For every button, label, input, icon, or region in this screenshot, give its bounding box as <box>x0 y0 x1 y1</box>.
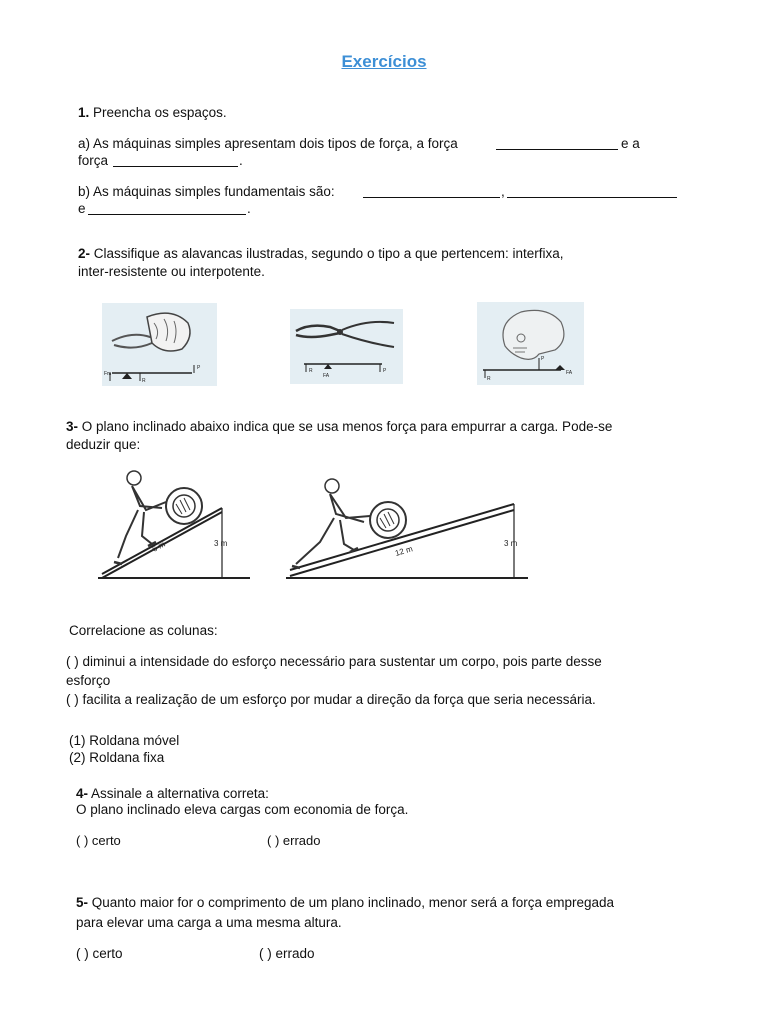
correl-option-2: (2) Roldana fixa <box>69 750 165 765</box>
pliers-hand-drawing <box>102 303 217 386</box>
ramp-1-length-label: 6 m <box>150 539 167 554</box>
q1a-line1 <box>78 135 458 152</box>
lever-figure-1 <box>102 303 217 386</box>
q5-option-certo[interactable]: ( ) certo <box>76 946 123 961</box>
q4-statement: O plano inclinado eleva cargas com economia de força. <box>76 802 409 817</box>
page-title: Exercícios <box>341 52 427 71</box>
lever-figure-2 <box>290 309 403 384</box>
q5-number: 5- <box>76 895 89 910</box>
fig2-label-fa: FA <box>323 373 330 379</box>
q1b-blank-1[interactable] <box>363 197 500 198</box>
q1b-line1 <box>78 183 335 200</box>
correl-heading: Correlacione as colunas: <box>69 623 218 638</box>
q1a-line2: força <box>78 153 109 168</box>
fig1-label-r: R <box>142 378 146 384</box>
q1b-comma: , <box>501 184 505 199</box>
q5-option-errado[interactable]: ( ) errado <box>259 946 315 961</box>
q3-number: 3- <box>66 419 79 434</box>
q2-line1 <box>78 245 564 262</box>
q1a-label: a) <box>78 136 91 151</box>
skull-drawing <box>477 302 584 385</box>
q5-text: Quanto maior for o comprimento de um plano inclinado, menor será a força empregada <box>91 895 615 910</box>
fig1-label-p: P <box>197 365 201 371</box>
ramp-2-length-label: 12 m <box>394 544 414 558</box>
q4-prompt-text: Assinale a alternativa correta: <box>91 786 269 801</box>
q1a-period: . <box>239 153 243 168</box>
q1b-label: b) <box>78 184 91 199</box>
correl-item-1-line1: ( ) diminui a intensidade do esforço necessário para sustentar um corpo, pois parte desse <box>66 654 602 669</box>
q2-line2: inter-resistente ou interpotente. <box>78 264 265 279</box>
q1-prompt <box>78 104 227 121</box>
correl-item-2: ( ) facilita a realização de um esforço por mudar a direção da força que seria necessária. <box>66 692 596 707</box>
ramp-2-height-label: 3 m <box>504 539 518 548</box>
fig2-label-p: P <box>383 368 387 374</box>
pliers-drawing <box>290 309 403 384</box>
q1a-text: As máquinas simples apresentam dois tipos de força, a força <box>93 136 458 151</box>
ramp-1-drawing <box>92 466 252 584</box>
q1a-blank-2[interactable] <box>113 166 238 167</box>
q4-option-certo[interactable]: ( ) certo <box>76 833 121 848</box>
correl-item-1-line2: esforço <box>66 673 111 688</box>
ramp-figure-2 <box>284 466 530 584</box>
lever-figure-3 <box>477 302 584 385</box>
q1b-blank-2[interactable] <box>507 197 677 198</box>
q5-line2: para elevar uma carga a uma mesma altura. <box>76 915 342 930</box>
ramp-2-drawing <box>284 466 530 584</box>
fig3-label-r: R <box>487 376 491 382</box>
correl-option-1: (1) Roldana móvel <box>69 733 180 748</box>
q4-option-errado[interactable]: ( ) errado <box>267 833 321 848</box>
q3-line1 <box>66 418 612 435</box>
ramp-figure-1 <box>92 466 252 584</box>
q1b-line2: e <box>78 201 86 216</box>
q1a-line1-end: e a <box>621 136 640 151</box>
q1b-text: As máquinas simples fundamentais são: <box>93 184 335 199</box>
q1-number: 1. <box>78 105 90 120</box>
q1a-blank-1[interactable] <box>496 149 618 150</box>
q1b-blank-3[interactable] <box>88 214 246 215</box>
q3-text: O plano inclinado abaixo indica que se usa menos força para empurrar a carga. Pode-se <box>81 419 613 434</box>
fig2-label-r: R <box>309 368 313 374</box>
fig3-label-p: P <box>541 356 545 362</box>
ramp-1-height-label: 3 m <box>214 539 228 548</box>
q5-line1 <box>76 894 614 911</box>
q4-prompt <box>76 785 269 802</box>
q1-prompt-text: Preencha os espaços. <box>93 105 227 120</box>
q2-text: Classifique as alavancas ilustradas, segundo o tipo a que pertencem: interfixa, <box>93 246 564 261</box>
fig1-label-fm: Fm <box>104 371 112 377</box>
q1b-period: . <box>247 201 251 216</box>
q4-number: 4- <box>76 786 89 801</box>
q3-line2: deduzir que: <box>66 437 141 452</box>
fig3-label-fa: FA <box>566 370 573 376</box>
q2-number: 2- <box>78 246 91 261</box>
